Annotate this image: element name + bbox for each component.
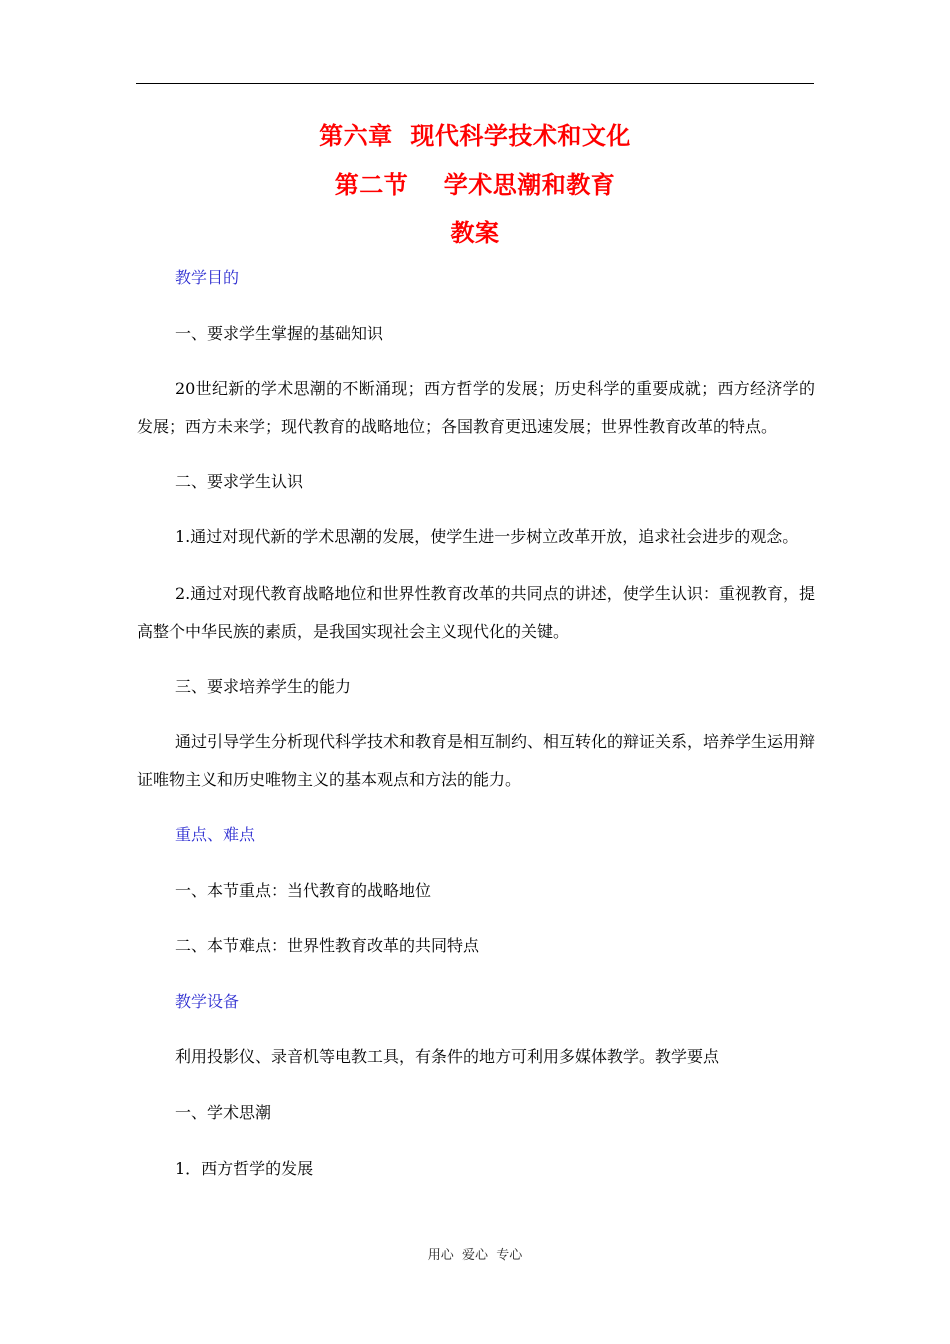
point1-sub1: 1．西方哲学的发展 bbox=[175, 1159, 314, 1178]
goal1-title: 一、要求学生掌握的基础知识 bbox=[175, 324, 384, 343]
heading-teaching-goals: 教学目的 bbox=[175, 268, 240, 287]
heading-teaching-equipment: 教学设备 bbox=[175, 992, 240, 1011]
goal2-item1: 1.通过对现代新的学术思潮的发展，使学生进一步树立改革开放，追求社会进步的观念。 bbox=[175, 527, 799, 546]
section-title: 第二节 学术思潮和教育 bbox=[334, 171, 616, 199]
focus-item-key: 一、本节重点：当代教育的战略地位 bbox=[175, 881, 432, 900]
header-rule bbox=[136, 83, 814, 84]
goal3-body: 通过引导学生分析现代科学技术和教育是相互制约、相互转化的辩证关系，培养学生运用辩证唯物主义和历史唯物主义的基本观点和方法的能力。 bbox=[137, 732, 816, 789]
equipment-body: 利用投影仪、录音机等电教工具，有条件的地方可利用多媒体教学。教学要点 bbox=[175, 1047, 720, 1066]
point1-title: 一、学术思潮 bbox=[175, 1103, 272, 1122]
heading-focus-difficulty: 重点、难点 bbox=[175, 825, 256, 844]
goal1-body: 20世纪新的学术思潮的不断涌现；西方哲学的发展；历史科学的重要成就；西方经济学的发展；西方未来学；现代教育的战略地位；各国教育更迅速发展；世界性教育改革的特点。 bbox=[137, 379, 815, 436]
goal3-title: 三、要求培养学生的能力 bbox=[175, 677, 352, 696]
goal2-title: 二、要求学生认识 bbox=[175, 472, 304, 491]
focus-item-difficulty: 二、本节难点：世界性教育改革的共同特点 bbox=[175, 936, 480, 955]
goal2-item2: 2.通过对现代教育战略地位和世界性教育改革的共同点的讲述，使学生认识：重视教育，提高整个中华民族的素质，是我国实现社会主义现代化的关键。 bbox=[137, 584, 815, 641]
chapter-title: 第六章 现代科学技术和文化 bbox=[319, 122, 631, 150]
page-footer: 用心 爱心 专心 bbox=[427, 1248, 523, 1263]
document-kind-title: 教案 bbox=[450, 219, 500, 247]
